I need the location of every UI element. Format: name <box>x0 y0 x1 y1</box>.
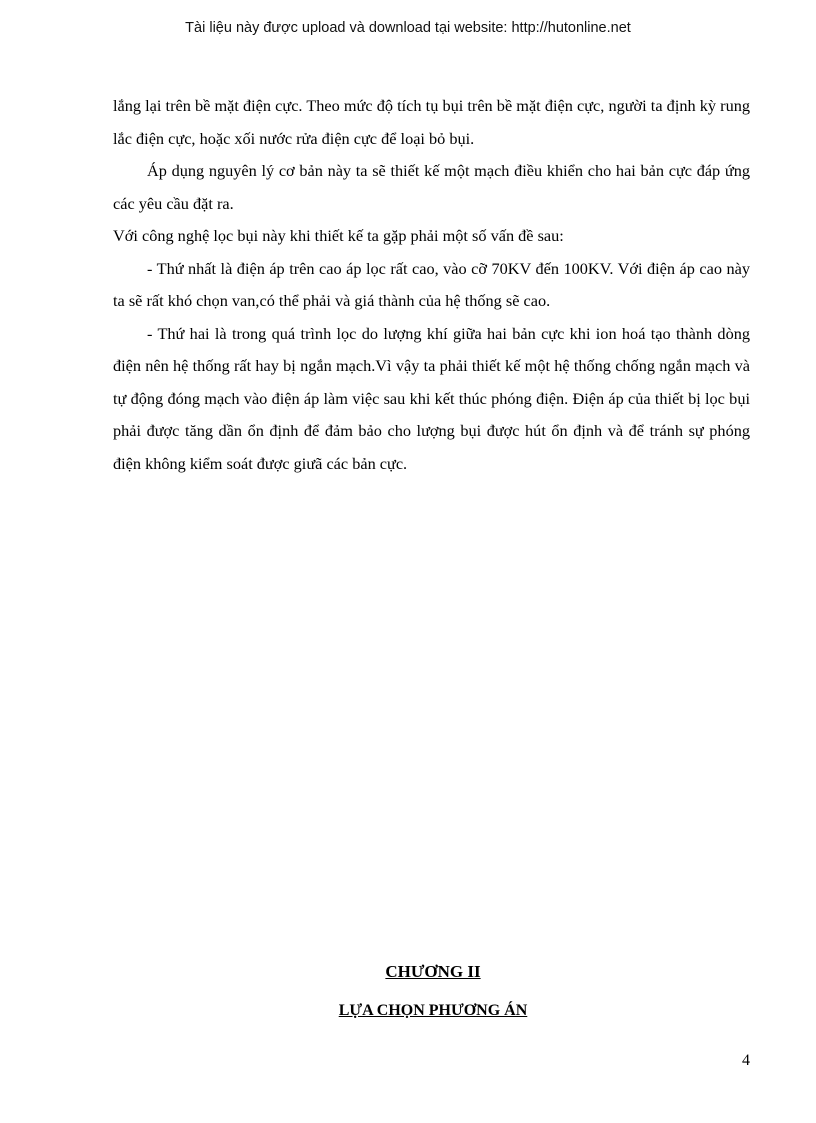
paragraph-3: Với công nghệ lọc bụi này khi thiết kế ta gặp phải một số vấn đề sau: <box>113 226 564 245</box>
header-text: Tài liệu này được upload và download tại website: http://hutonline.net <box>185 20 631 36</box>
paragraph-5: - Thứ hai là trong quá trình lọc do lượng khí giữa hai bản cực khi ion hoá tạo thành dòng điện nên hệ thống rất hay bị ngắn mạch.Vì vậy ta phải thiết kế một hệ thống chống ngắn mạch và tự động đóng mạch vào điện áp làm việc sau khi kết thúc phóng điện. Điện áp của thiết bị lọc bụi phải được tăng dần ổn định để đảm bảo cho lượng bụi được hút ổn định và để tránh sự phóng điện không kiểm soát được giưã các bản cực. <box>113 323 750 473</box>
page-header <box>0 20 816 36</box>
chapter-number: CHƯƠNG II <box>385 962 481 981</box>
body-text <box>113 90 750 480</box>
paragraph-4: - Thứ nhất là điện áp trên cao áp lọc rất cao, vào cỡ 70KV đến 100KV. Với điện áp cao này ta sẽ rất khó chọn van,có thể phải và giá thành của hệ thống sẽ cao. <box>113 258 750 310</box>
paragraph-1: lắng lại trên bề mặt điện cực. Theo mức độ tích tụ bụi trên bề mặt điện cực, người ta định kỳ rung lắc điện cực, hoặc xối nước rửa điện cực để loại bỏ bụi. <box>113 96 750 148</box>
chapter-title: LỰA CHỌN PHƯƠNG ÁN <box>338 1002 528 1019</box>
page-number: 4 <box>742 1052 750 1069</box>
paragraph-2: Áp dụng nguyên lý cơ bản này ta sẽ thiết kế một mạch điều khiển cho hai bản cực đáp ứng các yêu cầu đặt ra. <box>113 161 750 213</box>
